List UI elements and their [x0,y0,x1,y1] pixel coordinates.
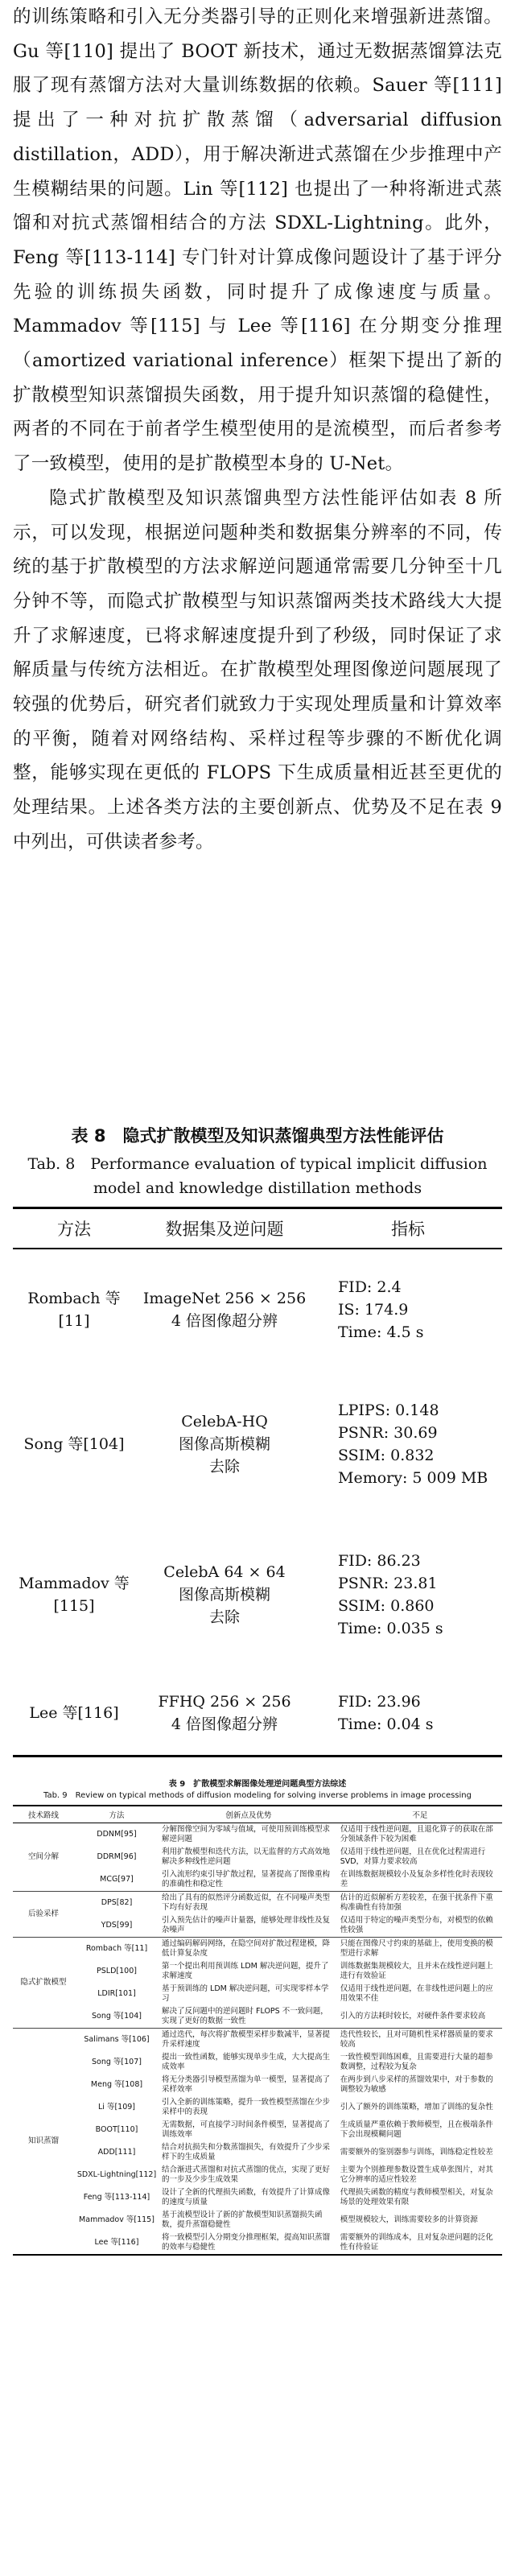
table-row [13,1914,502,1938]
limitation-cell: 仅适用于线性逆问题，且在优化过程需进行 SVD，对算力要求较高 [340,1847,486,1866]
method-cell: DDRM[96] [97,1852,137,1861]
advantage-cell: 结合对抗损失和分数蒸馏损失，有效提升了少步采样下的生成质量 [162,2143,331,2161]
metric-line: PSNR: 30.69 [338,1423,438,1442]
dataset-line: 4 倍图像超分辨 [171,1715,278,1733]
table-9-col-limitation: 不足 [412,1811,428,1820]
advantage-cell: 第一个提出利用预训练 LDM 解决逆问题，提升了求解速度 [162,1962,329,1980]
table-9-caption-en: Tab. 9 Review on typical methods of diffusion modeling for solving inverse problems in image processing [43,1791,472,1800]
limitation-cell: 引入的方法耗时较长，对硬件条件要求较高 [340,2012,486,2021]
table-row [13,2231,502,2255]
metric-line: Time: 4.5 s [338,1323,424,1341]
table-8 [13,1207,502,1757]
dataset-cell [135,1671,314,1756]
table-row [13,2029,502,2052]
dataset-line: FFHQ 256 × 256 [158,1692,291,1711]
metrics-cell [314,1671,502,1756]
method-cell: Song 等[104] [92,2012,142,2021]
table-row [13,1846,502,1868]
table-row [13,1518,502,1671]
metric-line: Time: 0.035 s [338,1620,443,1637]
advantage-cell: 将无分类器引导模型蒸馏为单一模型，显著提高了采样效率 [162,2075,331,2094]
dataset-cell [135,1518,314,1671]
method-cell: Mammadov 等[115] [19,1575,130,1615]
advantage-cell: 分解图像空间为零域与值域，可使用预训练模型求解逆问题 [162,1825,331,1843]
table-row [13,2051,502,2074]
limitation-cell: 需要额外的训练成本，且对复杂逆问题的泛化性有待验证 [340,2233,493,2252]
metric-line: Memory: 5 009 MB [338,1468,488,1487]
dataset-line: 4 倍图像超分辨 [171,1311,278,1330]
limitation-cell: 在训练数据规模较小及复杂多样性化时表现较差 [340,1870,493,1889]
limitation-cell: 仅适用于线性逆问题，且退化算子的获取在部分领域条件下较为困难 [340,1825,493,1843]
table-row [13,1938,502,1961]
advantage-cell: 设计了全新的代理损失函数，有效提升了计算成像的速度与质量 [162,2188,331,2207]
dataset-line: ImageNet 256 × 256 [142,1289,307,1307]
method-cell: SDXL-Lightning[112] [76,2170,157,2179]
advantage-cell: 给出了具有的似然评分函数近似，在不同噪声类型下均有好表现 [162,1893,331,1912]
route-cell: 后验采样 [27,1909,59,1918]
method-cell: Song 等[104] [23,1435,125,1453]
dataset-cell [135,1249,314,1369]
table-9-caption-cn: 表 9 扩散模型求解图像处理逆问题典型方法综述 [168,1780,347,1789]
limitation-cell: 需要额外的鉴别器参与训练，训练稳定性较差 [340,2148,493,2157]
dataset-cell [135,1369,314,1518]
advantage-cell: 结合渐进式蒸馏和对抗式蒸馏的优点，实现了更好的一步及少步生成效果 [162,2165,331,2184]
route-cell: 知识蒸馏 [27,2136,59,2145]
advantage-cell: 通过迭代，每次将扩散模型采样步数减半，显著提升采样速度 [162,2030,331,2049]
metrics-cell [314,1369,502,1518]
limitation-cell: 一致性模型训练困难，且需要进行大量的超参数调整，过程较为复杂 [340,2053,493,2071]
table-row [13,2005,502,2029]
table-row [13,1892,502,1915]
limitation-cell: 迭代性较长，且对可随机性采样器质量的要求较高 [340,2030,493,2049]
dataset-line: 图像高斯模糊 [178,1435,270,1453]
dataset-line: 图像高斯模糊 [178,1586,270,1604]
metric-line: SSIM: 0.832 [338,1446,435,1464]
method-cell: Lee 等[116] [29,1703,119,1722]
dataset-line: 去除 [208,1608,240,1626]
method-cell: Meng 等[108] [90,2080,143,2089]
limitation-cell: 在两步到八步采样的蒸馏效果中，对于参数的调整较为敏感 [340,2075,493,2094]
table-row [13,1369,502,1518]
table-row [13,1249,502,1369]
table-9 [13,1805,502,2256]
table-8-caption-en-1: Tab. 8 Performance evaluation of typical implicit diffusion [27,1155,488,1173]
table-row [13,1868,502,1892]
method-cell: PSLD[100] [97,1967,137,1975]
limitation-cell: 训练数据集规模较大，且并未在线性逆问题上进行有效验证 [340,1962,493,1980]
metrics-cell [314,1518,502,1671]
table-8-block [13,1123,502,1757]
table-row [13,2209,502,2231]
metric-line: FID: 2.4 [338,1278,402,1296]
table-9-col-advantage: 创新点及优势 [225,1811,272,1820]
table-9-col-route: 技术路线 [27,1811,59,1820]
limitation-cell: 代理损失函数的精度与教师模型相关，对复杂场景的处理效果有限 [340,2188,493,2207]
limitation-cell: 引入了额外的训练策略，增加了训练的复杂性 [340,2103,493,2112]
advantage-cell: 提出一致性函数，能够实现单步生成，大大提高生成效率 [162,2053,331,2071]
metric-line: Time: 0.04 s [338,1715,434,1733]
method-cell: Li 等[109] [98,2103,135,2112]
method-cell: Rombach 等[11] [85,1944,148,1953]
table-row [13,1823,502,1847]
method-cell: ADD[111] [97,2148,136,2157]
metric-line: SSIM: 0.860 [338,1597,435,1615]
method-cell: Mammadov 等[115] [79,2215,154,2224]
limitation-cell: 仅适用于特定的噪声类型分布，对模型的依赖性较强 [340,1916,493,1934]
table-row [13,2119,502,2141]
dataset-line: CelebA 64 × 64 [163,1563,286,1581]
advantage-cell: 基于预训练的 LDM 解决逆问题，可实现零样本学习 [162,1984,329,2003]
metric-line: FID: 86.23 [338,1552,421,1570]
table-8-caption-en-2: model and knowledge distillation methods [93,1179,422,1197]
limitation-cell: 只能在图像尺寸约束的基础上，使用变换的模型进行求解 [340,1939,493,1958]
table-8-col-metrics: 指标 [391,1220,425,1239]
method-cell: MCG[97] [100,1875,134,1884]
table-8-caption-cn: 表 8 隐式扩散模型及知识蒸馏典型方法性能评估 [71,1126,444,1146]
method-cell: LDIR[101] [97,1989,136,1998]
advantage-cell: 解决了反问题中的逆问题时 FLOPS 不一致问题，实现了更好的数据一致性 [162,2007,328,2025]
limitation-cell: 估计的近似解析方差较差，在强干扰条件下重构准确性有待加强 [340,1893,493,1912]
metric-line: FID: 23.96 [338,1692,421,1711]
table-8-header [13,1208,502,1249]
limitation-cell: 生成质量严重依赖于教师模型，且在极端条件下会出现模糊问题 [340,2120,493,2139]
advantage-cell: 基于流模型设计了新的扩散模型知识蒸馏损失函数，提升蒸馏稳健性 [162,2211,323,2229]
method-cell: Salimans 等[106] [84,2035,150,2044]
method-cell: Lee 等[116] [94,2238,139,2247]
method-cell: Feng 等[113-114] [83,2193,150,2202]
limitation-cell: 仅适用于线性逆问题，在非线性逆问题上的应用效果不佳 [340,1984,493,2003]
table-row [13,1960,502,1983]
method-cell: DDNM[95] [97,1830,137,1839]
metrics-cell [314,1249,502,1369]
advantage-cell: 无需数据，可直接学习时间条件模型，显著提高了训练效率 [162,2120,331,2139]
limitation-cell: 主要为个别推理参数设置生成单张图片，对其它分辨率的适应性较差 [340,2165,493,2184]
advantage-cell: 利用扩散模型和迭代方法，以无监督的方式高效地解决多种线性逆问题 [162,1847,331,1866]
table-row [13,2074,502,2096]
table-8-col-data: 数据集及逆问题 [165,1220,284,1239]
table-row [13,1671,502,1756]
method-cell: YDS[99] [101,1921,133,1930]
method-cell: BOOT[110] [95,2125,138,2134]
advantage-cell: 通过编码解码网络，在隐空间对扩散过程建模，降低计算复杂度 [162,1939,331,1958]
dataset-line: CelebA-HQ [181,1412,268,1430]
method-cell: DPS[82] [101,1898,133,1907]
body-text [13,0,502,860]
method-cell: Rombach 等[11] [27,1289,121,1330]
advantage-cell: 引入流形约束引导扩散过程，显著提高了图像重构的准确性和稳定性 [162,1870,331,1889]
table-row [13,2164,502,2186]
paragraph-2: 隐式扩散模型及知识蒸馏典型方法性能评估如表 8 所示，可以发现，根据逆问题种类和数据集分辨率的不同，传统的基于扩散模型的方法求解逆问题通常需要几分钟至十几分钟不等，而隐式扩散模型与知识蒸馏两类技术路线大大提升了求解速度，已将求解速度提升到了秒级，同时保证了求解质量与传统方法相近。在扩散模型处理图像逆问题展现了较强的优势后，研究者们就致力于实现处理质量和计算效率的平衡，随着对网络结构、采样过程等步骤的不断优化调整，能够实现在更低的 FLOPS 下生成质量相近甚至更优的处理结果。上述各类方法的主要创新点、优势及不足在表 9 中列出，可供读者参考。 [13,487,502,852]
table-row [13,2186,502,2209]
metric-line: PSNR: 23.81 [338,1575,438,1592]
table-9-header [13,1806,502,1823]
limitation-cell: 模型规模较大，训练需要较多的计算资源 [340,2215,478,2224]
advantage-cell: 将一致模型引入分期变分推理框架，提高知识蒸馏的效率与稳健性 [162,2233,331,2252]
metric-line: IS: 174.9 [338,1300,409,1319]
advantage-cell: 引入预先估计的噪声计量器，能够处理非线性及复杂噪声 [162,1916,331,1934]
table-9-block [13,1779,502,2256]
table-8-col-method: 方法 [57,1220,91,1239]
table-9-col-method: 方法 [109,1811,125,1820]
table-row [13,2141,502,2164]
paragraph-1: 的训练策略和引入无分类器引导的正则化来增强新进蒸馏。Gu 等[110] 提出了 BOOT 新技术，通过无数据蒸馏算法克服了现有蒸馏方法对大量训练数据的依赖。Sauer 等[111] 提出了一种对抗扩散蒸馏（adversarial diffusion distillation，ADD），用于解决渐进式蒸馏在少步推理中产生模糊结果的问题。Lin 等[112] 也提出了一种将渐进式蒸馏和对抗式蒸馏相结合的方法 SDXL-Lightning。此外，Feng 等[113-114] 专门针对计算成像问题设计了基于评分先验的训练损失函数，同时提升了成像速度与质量。Mammadov 等[115] 与 Lee 等[116] 在分期变分推理（amortized variational inference）框架下提出了新的扩散模型知识蒸馏损失函数，用于提升知识蒸馏的稳健性，两者的不同在于前者学生模型使用的是流模型，而后者参考了一致模型，使用的是扩散模型本身的 U-Net。 [13,6,502,475]
table-row [13,2096,502,2119]
dataset-line: 去除 [208,1457,240,1476]
method-cell: Song 等[107] [92,2058,142,2066]
metric-line: LPIPS: 0.148 [338,1401,439,1419]
route-cell: 空间分解 [27,1852,59,1861]
route-cell: 隐式扩散模型 [20,1978,67,1987]
advantage-cell: 引入全新的训练策略，提升一致性模型蒸馏在少步采样中的表现 [162,2098,331,2116]
table-row [13,1983,502,2005]
